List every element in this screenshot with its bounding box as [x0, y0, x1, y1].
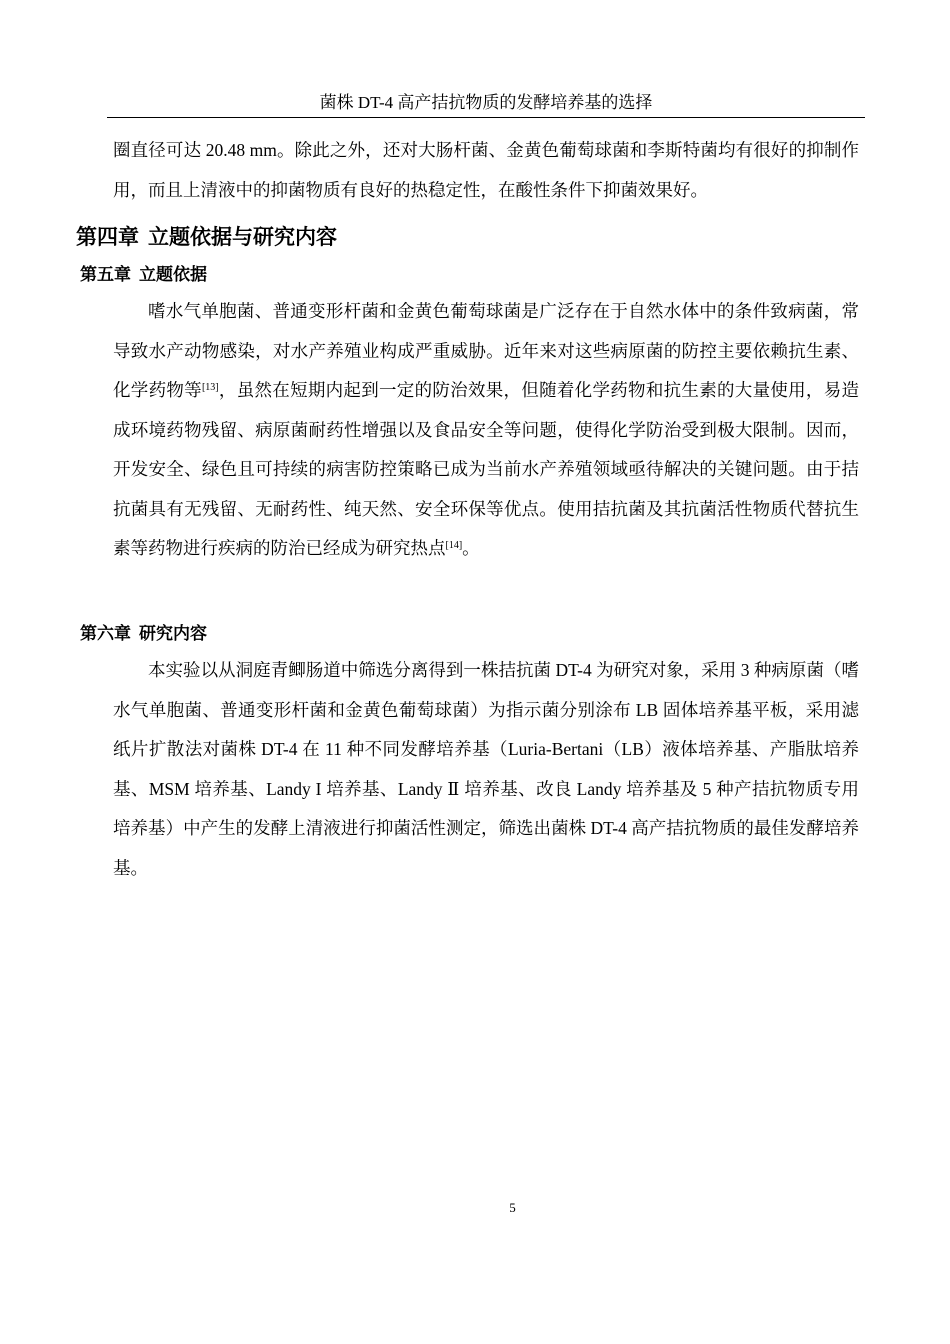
chapter-4-number: 第四章	[76, 225, 139, 249]
chapter-5-text-part1: 嗜水气单胞菌、普通变形杆菌和金黄色葡萄球菌是广泛存在于自然水体中的条件致病菌，常导致水产动物感染，对水产养殖业构成严重威胁。近年来对这些病原菌的防控主要依赖抗生素、化学药物等	[113, 301, 859, 400]
chapter-5-text-part2: ，虽然在短期内起到一定的防治效果，但随着化学药物和抗生素的大量使用，易造成环境药物残留、病原菌耐药性增强以及食品安全等问题，使得化学防治受到极大限制。因而，开发安全、绿色且可持续的病害防控策略已成为当前水产养殖领域亟待解决的关键问题。由于拮抗菌具有无残留、无耐药性、纯天然、安全环保等优点。使用拮抗菌及其抗菌活性物质代替抗生素等药物进行疾病的防治已经成为研究热点	[113, 380, 860, 558]
chapter-4-heading	[76, 222, 337, 252]
chapter-5-heading	[80, 263, 207, 287]
page-number: 5	[509, 1200, 516, 1215]
chapter-6-number: 第六章	[80, 624, 131, 644]
chapter-4-title: 立题依据与研究内容	[148, 225, 337, 249]
chapter-5-number: 第五章	[80, 265, 131, 285]
chapter-6-heading	[80, 622, 207, 646]
citation-14: [14]	[445, 540, 463, 551]
chapter-5-text-part3: 。	[462, 538, 480, 558]
chapter-5-title: 立题依据	[139, 265, 207, 285]
chapter-6-title: 研究内容	[139, 624, 207, 644]
chapter-5-paragraph	[113, 292, 859, 569]
intro-paragraph: 圈直径可达 20.48 mm。除此之外，还对大肠杆菌、金黄色葡萄球菌和李斯特菌均有很好的抑制作用，而且上清液中的抑菌物质有良好的热稳定性，在酸性条件下抑菌效果好。	[113, 140, 859, 200]
page-header-title: 菌株 DT-4 高产拮抗物质的发酵培养基的选择	[107, 92, 865, 118]
chapter-6-paragraph: 本实验以从洞庭青鲫肠道中筛选分离得到一株拮抗菌 DT-4 为研究对象，采用 3 种病原菌（嗜水气单胞菌、普通变形杆菌和金黄色葡萄球菌）为指示菌分别涂布 LB 固体培养基平板，采用滤纸片扩散法对菌株 DT-4 在 11 种不同发酵培养基（Luria-Bertani（LB）液体培养基、产脂肽培养基、MSM 培养基、Landy I 培养基、Landy Ⅱ 培养基、改良 Landy 培养基及 5 种产拮抗物质专用培养基）中产生的发酵上清液进行抑菌活性测定，筛选出菌株 DT-4 高产拮抗物质的最佳发酵培养基。	[113, 660, 859, 878]
citation-13: [13]	[201, 382, 219, 393]
